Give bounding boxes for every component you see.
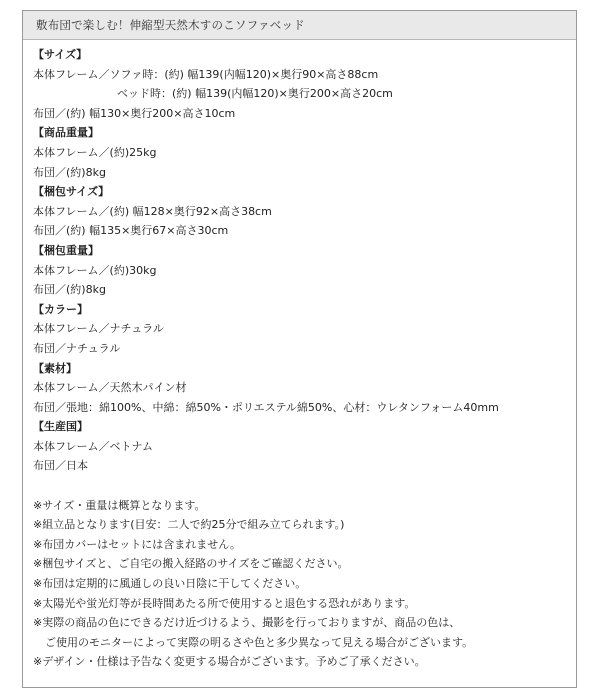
color-frame: 本体フレーム／ナチュラル	[33, 322, 164, 336]
pack-weight-futon: 布団／(約)8kg	[33, 283, 106, 297]
size-frame-sofa: 本体フレーム／ソファ時：(約) 幅139(内幅120)×奥行90×高さ88cm	[33, 67, 379, 81]
panel-title: 敷布団で楽しむ！伸縮型天然木すのこソファベッド	[23, 11, 576, 40]
section-gap	[33, 476, 568, 496]
material-frame: 本体フレーム／天然木パイン材	[33, 381, 187, 395]
note-item: ※梱包サイズと、ご自宅の搬入経路のサイズをご確認ください。	[33, 557, 349, 571]
note-item: ※布団は定期的に風通しの良い日陰に干してください。	[33, 577, 307, 591]
origin-heading: 【生産国】	[33, 420, 88, 434]
weight-futon: 布団／(約)8kg	[33, 165, 106, 179]
note-item: ※サイズ・重量は概算となります。	[33, 498, 206, 512]
origin-frame: 本体フレーム／ベトナム	[33, 439, 154, 453]
note-item: ※布団カバーはセットには含まれません。	[33, 537, 241, 551]
spec-content	[33, 45, 568, 672]
weight-heading: 【商品重量】	[33, 126, 99, 140]
note-item: ※組立品となります(目安：二人で約25分で組み立てられます。)	[33, 518, 345, 532]
size-frame-bed: ベッド時：(約) 幅139(内幅120)×奥行200×高さ20cm	[117, 87, 393, 101]
weight-frame: 本体フレーム／(約)25kg	[33, 145, 157, 159]
pack-size-heading: 【梱包サイズ】	[33, 185, 110, 199]
note-item: ※デザイン・仕様は予告なく変更する場合がございます。予めご了承ください。	[33, 655, 426, 669]
color-heading: 【カラー】	[33, 302, 88, 316]
material-heading: 【素材】	[33, 361, 77, 375]
color-futon: 布団／ナチュラル	[33, 341, 121, 355]
note-item: ※実際の商品の色にできるだけ近づけるよう、撮影を行っておりますが、商品の色は、	[33, 616, 461, 630]
pack-size-futon: 布団／(約) 幅135×奥行67×高さ30cm	[33, 224, 229, 238]
size-futon: 布団／(約) 幅130×奥行200×高さ10cm	[33, 106, 236, 120]
pack-weight-heading: 【梱包重量】	[33, 243, 99, 257]
note-item-continued: ご使用のモニターによって実際の明るさや色と多少異なって見える場合がございます。	[45, 635, 474, 649]
spec-panel	[22, 10, 577, 688]
note-item: ※太陽光や蛍光灯等が長時間あたる所で使用すると退色する恐れがあります。	[33, 596, 416, 610]
material-futon: 布団／張地：綿100%、中綿：綿50%・ポリエステル綿50%、心材：ウレタンフォーム40mm	[33, 400, 499, 414]
size-heading: 【サイズ】	[33, 48, 88, 61]
pack-weight-frame: 本体フレーム／(約)30kg	[33, 263, 157, 277]
pack-size-frame: 本体フレーム／(約) 幅128×奥行92×高さ38cm	[33, 204, 272, 218]
origin-futon: 布団／日本	[33, 459, 88, 473]
